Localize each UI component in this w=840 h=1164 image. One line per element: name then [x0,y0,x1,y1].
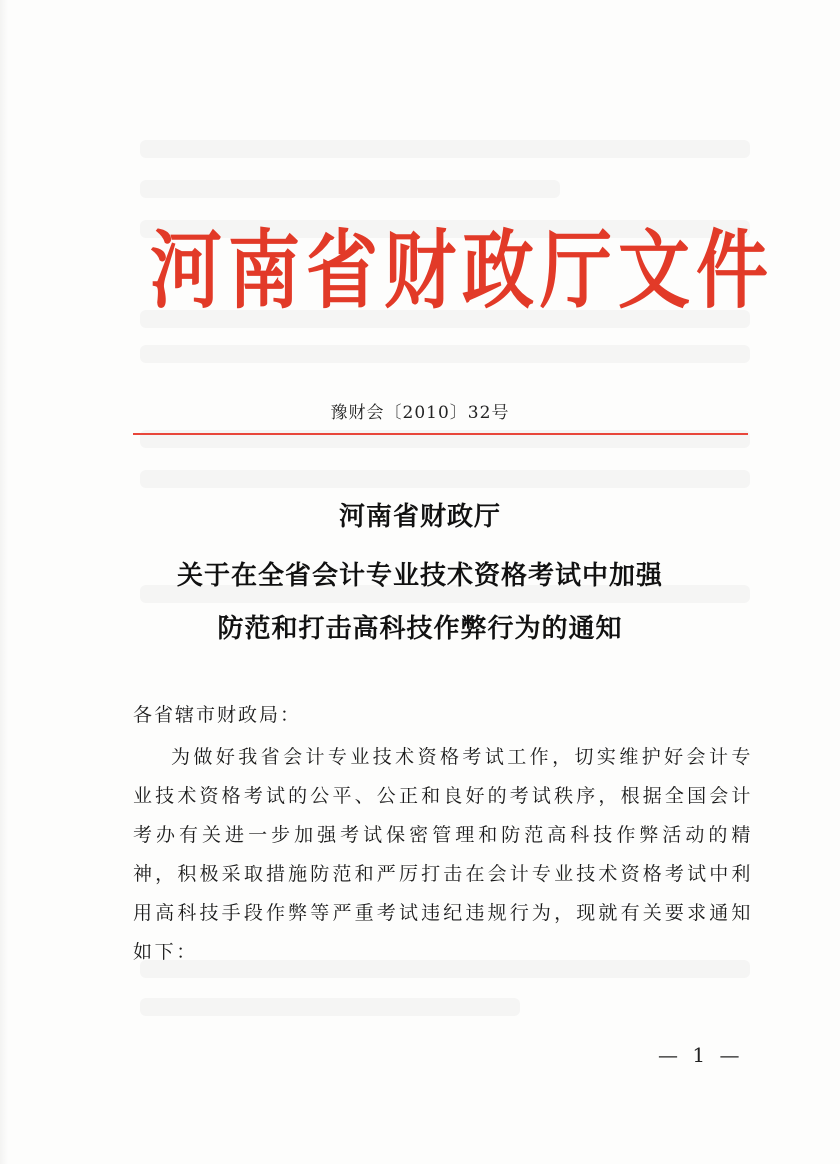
document-header-title: 河南省财政厅文件 [150,219,775,321]
notice-subject-line-1: 关于在全省会计专业技术资格考试中加强 [176,561,663,591]
bleed-line [140,998,520,1016]
notice-subject-line-2: 防范和打击高科技作弊行为的通知 [217,614,623,644]
issuer-title: 河南省财政厅 [338,502,501,532]
page-number: — 1 — [658,1043,744,1067]
addressee: 各省辖市财政局： [133,704,302,726]
bleed-line [140,140,750,158]
bleed-line [140,470,750,488]
bleed-line [140,180,560,198]
document-number: 豫财会〔2010〕32号 [330,403,510,423]
bleed-line [140,345,750,363]
body-paragraph: 为做好我省会计专业技术资格考试工作，切实维护好会计专业技术资格考试的公平、公正和良好的考试秩序，根据全国会计考办有关进一步加强考试保密管理和防范高科技作弊活动的精神，积极采取措施防范和严厉打击在会计专业技术资格考试中利用高科技手段作弊等严重考试违纪违规行为，现就有关要求通知如下： [133,746,753,963]
header-red-rule [133,433,748,435]
